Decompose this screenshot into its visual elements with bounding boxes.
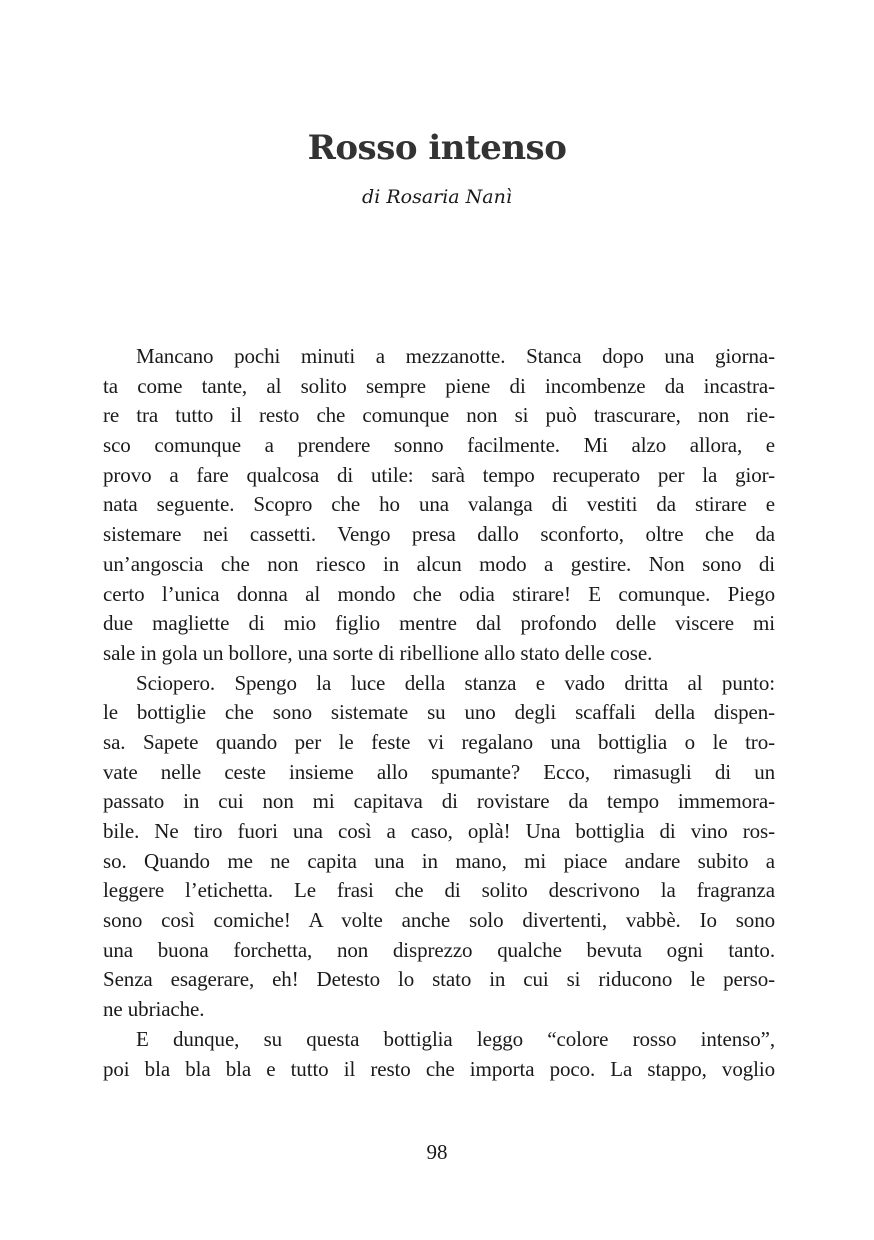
text-line: le bottiglie che sono sistemate su uno degli scaffali della dispen- (103, 700, 775, 725)
paragraph (103, 342, 775, 669)
page-number: 98 (426, 1140, 448, 1164)
text-line: ne ubriache. (103, 997, 205, 1022)
text-line: vate nelle ceste insieme allo spumante? Ecco, rimasugli di un (103, 759, 775, 784)
text-line: bile. Ne tiro fuori una così a caso, oplà! Una bottiglia di vino ros- (103, 819, 775, 843)
text-line: Sciopero. Spengo la luce della stanza e vado dritta al punto: (136, 670, 775, 695)
body-text (103, 342, 775, 1084)
text-line: poi bla bla bla e tutto il resto che importa poco. La stappo, voglio (103, 1056, 775, 1081)
text-line: E dunque, su questa bottiglia leggo “colore rosso intenso”, (136, 1026, 775, 1051)
text-line: sistemare nei cassetti. Vengo presa dallo sconforto, oltre che da (103, 522, 775, 547)
paragraph (103, 1025, 775, 1084)
text-line: un’angoscia che non riesco in alcun modo a gestire. Non sono di (103, 551, 775, 576)
text-line: sale in gola un bollore, una sorte di ribellione allo stato delle cose. (103, 640, 653, 665)
chapter-author: di Rosaria Nanì (362, 186, 512, 208)
text-line: Mancano pochi minuti a mezzanotte. Stanca dopo una giorna- (136, 344, 775, 368)
text-line: sa. Sapete quando per le feste vi regalano una bottiglia o le tro- (103, 729, 775, 754)
text-line: provo a fare qualcosa di utile: sarà tempo recuperato per la gior- (103, 462, 775, 487)
text-line: re tra tutto il resto che comunque non si può trascurare, non rie- (103, 403, 775, 428)
paragraph (103, 669, 775, 1025)
chapter-title: Rosso intenso (307, 128, 567, 168)
text-line: nata seguente. Scopro che ho una valanga di vestiti da stirare e (103, 492, 775, 517)
text-line: so. Quando me ne capita una in mano, mi piace andare subito a (103, 848, 775, 873)
text-line: sono così comiche! A volte anche solo divertenti, vabbè. Io sono (103, 908, 775, 933)
text-line: una buona forchetta, non disprezzo qualche bevuta ogni tanto. (103, 937, 775, 962)
text-line: sco comunque a prendere sonno facilmente. Mi alzo allora, e (103, 433, 775, 458)
text-line: leggere l’etichetta. Le frasi che di solito descrivono la fragranza (103, 878, 775, 903)
text-line: Senza esagerare, eh! Detesto lo stato in cui si riducono le perso- (103, 967, 775, 992)
text-line: ta come tante, al solito sempre piene di incombenze da incastra- (103, 373, 775, 398)
text-line: certo l’unica donna al mondo che odia stirare! E comunque. Piego (103, 581, 775, 606)
text-line: due magliette di mio figlio mentre dal profondo delle viscere mi (103, 611, 775, 636)
text-line: passato in cui non mi capitava di rovistare da tempo immemora- (103, 789, 775, 814)
